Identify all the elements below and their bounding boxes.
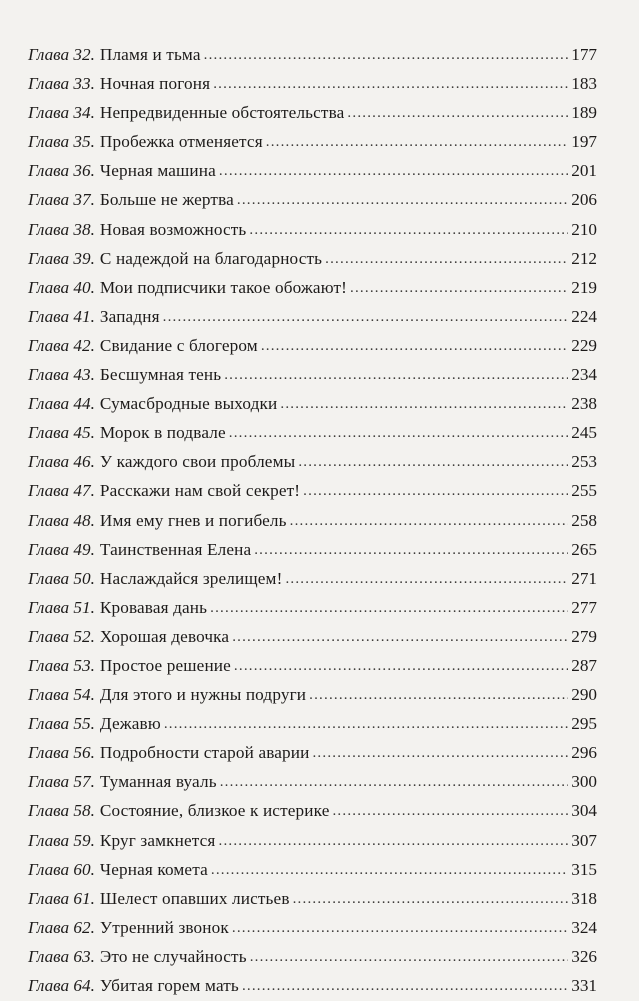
chapter-number: Глава 47. <box>28 481 95 501</box>
chapter-title: Шелест опавших листьев <box>99 888 290 908</box>
page-number: 238 <box>571 394 597 414</box>
chapter-title: Западня <box>99 306 160 326</box>
chapter-number: Глава 57. <box>28 772 95 792</box>
chapter-number: Глава 35. <box>28 132 95 152</box>
chapter-title: Убитая горем мать <box>99 976 239 995</box>
toc-entry <box>28 215 597 244</box>
chapter-number: Глава 54. <box>28 685 95 705</box>
toc-entry <box>28 855 597 884</box>
page-number: 201 <box>571 161 597 181</box>
chapter-number: Глава 64. <box>28 976 95 995</box>
chapter-title: Туманная вуаль <box>99 772 217 792</box>
page-number: 210 <box>571 219 597 239</box>
dot-leader <box>298 448 568 477</box>
dot-leader <box>309 681 568 710</box>
chapter-number: Глава 39. <box>28 248 95 268</box>
toc-entry <box>28 593 597 622</box>
chapter-title: Мои подписчики такое обожают! <box>99 277 348 297</box>
chapter-title: Свидание с блогером <box>99 335 258 355</box>
dot-leader <box>312 739 568 768</box>
toc-entry <box>28 98 597 127</box>
chapter-number: Глава 53. <box>28 655 95 675</box>
dot-leader <box>232 623 568 652</box>
toc-entry <box>28 651 597 680</box>
chapter-number: Глава 56. <box>28 743 95 763</box>
page-number: 324 <box>571 917 597 937</box>
page-number: 287 <box>571 655 597 675</box>
page-number: 212 <box>571 248 597 268</box>
chapter-title: Черная комета <box>99 859 208 879</box>
dot-leader <box>242 972 568 1001</box>
chapter-title: Утренний звонок <box>99 917 229 937</box>
chapter-number: Глава 55. <box>28 714 95 734</box>
chapter-number: Глава 34. <box>28 103 95 123</box>
chapter-title: Наслаждайся зрелищем! <box>99 568 283 588</box>
chapter-number: Глава 63. <box>28 946 95 966</box>
page-number: 258 <box>571 510 597 530</box>
toc-entry <box>28 273 597 302</box>
chapter-title: У каждого свои проблемы <box>99 452 296 472</box>
chapter-number: Глава 52. <box>28 626 95 646</box>
dot-leader <box>350 274 568 303</box>
toc-entry <box>28 913 597 942</box>
toc-entry <box>28 156 597 185</box>
chapter-title: Новая возможность <box>99 219 247 239</box>
dot-leader <box>219 157 568 186</box>
dot-leader <box>229 419 568 448</box>
chapter-title: Пробежка отменяется <box>99 132 263 152</box>
dot-leader <box>224 361 568 390</box>
toc-entry <box>28 884 597 913</box>
page-number: 295 <box>571 714 597 734</box>
chapter-title: Черная машина <box>99 161 216 181</box>
toc-entry <box>28 971 597 1000</box>
dot-leader <box>232 914 568 943</box>
page-number: 290 <box>571 685 597 705</box>
chapter-title: Сумасбродные выходки <box>99 394 278 414</box>
toc-entry <box>28 738 597 767</box>
page-number: 234 <box>571 365 597 385</box>
dot-leader <box>325 245 568 274</box>
chapter-number: Глава 37. <box>28 190 95 210</box>
dot-leader <box>347 99 568 128</box>
page-number: 253 <box>571 452 597 472</box>
toc-entry <box>28 796 597 825</box>
chapter-number: Глава 32. <box>28 45 95 64</box>
chapter-title: Для этого и нужны подруги <box>99 685 307 705</box>
dot-leader <box>303 477 568 506</box>
toc-entry <box>28 331 597 360</box>
table-of-contents <box>28 40 597 1000</box>
dot-leader <box>285 565 568 594</box>
dot-leader <box>234 652 568 681</box>
page-number: 265 <box>571 539 597 559</box>
chapter-number: Глава 44. <box>28 394 95 414</box>
chapter-title: Бесшумная тень <box>99 365 222 385</box>
dot-leader <box>204 41 568 70</box>
chapter-number: Глава 45. <box>28 423 95 443</box>
dot-leader <box>254 536 568 565</box>
toc-entry <box>28 564 597 593</box>
dot-leader <box>163 303 568 332</box>
page-number: 279 <box>571 626 597 646</box>
page-number: 318 <box>571 888 597 908</box>
dot-leader <box>210 594 568 623</box>
chapter-number: Глава 49. <box>28 539 95 559</box>
page-number: 206 <box>571 190 597 210</box>
chapter-title: Простое решение <box>99 655 231 675</box>
toc-entry <box>28 360 597 389</box>
chapter-number: Глава 36. <box>28 161 95 181</box>
page-number: 304 <box>571 801 597 821</box>
chapter-title: С надеждой на благодарность <box>99 248 323 268</box>
dot-leader <box>261 332 568 361</box>
dot-leader <box>290 507 568 536</box>
chapter-number: Глава 51. <box>28 597 95 617</box>
chapter-title: Состояние, близкое к истерике <box>99 801 330 821</box>
page-number: 224 <box>571 306 597 326</box>
dot-leader <box>332 797 568 826</box>
page-number: 245 <box>571 423 597 443</box>
page-number: 271 <box>571 568 597 588</box>
dot-leader <box>266 128 568 157</box>
chapter-number: Глава 58. <box>28 801 95 821</box>
chapter-number: Глава 40. <box>28 277 95 297</box>
chapter-title: Кровавая дань <box>99 597 208 617</box>
chapter-title: Подробности старой аварии <box>99 743 310 763</box>
dot-leader <box>280 390 568 419</box>
page-number: 189 <box>571 103 597 123</box>
chapter-number: Глава 46. <box>28 452 95 472</box>
toc-entry <box>28 418 597 447</box>
chapter-number: Глава 60. <box>28 859 95 879</box>
chapter-title: Ночная погоня <box>99 74 211 94</box>
chapter-title: Расскажи нам свой секрет! <box>99 481 301 501</box>
chapter-title: Таинственная Елена <box>99 539 252 559</box>
chapter-title: Больше не жертва <box>99 190 234 210</box>
page-number: 277 <box>571 597 597 617</box>
chapter-title: Имя ему гнев и погибель <box>99 510 287 530</box>
toc-entry <box>28 826 597 855</box>
toc-entry <box>28 244 597 273</box>
toc-entry <box>28 535 597 564</box>
page-number: 300 <box>571 772 597 792</box>
toc-entry <box>28 767 597 796</box>
chapter-title: Круг замкнется <box>99 830 216 850</box>
toc-entry <box>28 622 597 651</box>
toc-entry <box>28 69 597 98</box>
toc-entry <box>28 389 597 418</box>
dot-leader <box>249 216 568 245</box>
toc-entry <box>28 185 597 214</box>
chapter-number: Глава 43. <box>28 365 95 385</box>
chapter-number: Глава 59. <box>28 830 95 850</box>
page-number: 229 <box>571 335 597 355</box>
chapter-title: Непредвиденные обстоятельства <box>99 103 345 123</box>
toc-entry <box>28 709 597 738</box>
chapter-number: Глава 50. <box>28 568 95 588</box>
dot-leader <box>293 885 568 914</box>
chapter-number: Глава 41. <box>28 306 95 326</box>
toc-entry <box>28 127 597 156</box>
toc-entry <box>28 506 597 535</box>
dot-leader <box>219 827 569 856</box>
dot-leader <box>220 768 568 797</box>
chapter-title: Хорошая девочка <box>99 626 230 646</box>
dot-leader <box>164 710 568 739</box>
chapter-number: Глава 38. <box>28 219 95 239</box>
page-number: 326 <box>571 946 597 966</box>
page-number: 307 <box>571 830 597 850</box>
dot-leader <box>250 943 568 972</box>
page-number: 315 <box>571 859 597 879</box>
toc-entry <box>28 302 597 331</box>
page-number: 197 <box>571 132 597 152</box>
page-number: 183 <box>571 74 597 94</box>
page-number: 331 <box>571 976 597 995</box>
toc-entry <box>28 476 597 505</box>
chapter-number: Глава 61. <box>28 888 95 908</box>
toc-entry <box>28 447 597 476</box>
chapter-title: Это не случайность <box>99 946 247 966</box>
dot-leader <box>213 70 568 99</box>
chapter-number: Глава 62. <box>28 917 95 937</box>
dot-leader <box>211 856 568 885</box>
chapter-title: Пламя и тьма <box>99 45 201 64</box>
chapter-title: Морок в подвале <box>99 423 226 443</box>
page-number: 255 <box>571 481 597 501</box>
page-number: 296 <box>571 743 597 763</box>
page-number: 219 <box>571 277 597 297</box>
toc-entry <box>28 942 597 971</box>
toc-entry <box>28 680 597 709</box>
page-number: 177 <box>571 45 597 64</box>
chapter-number: Глава 33. <box>28 74 95 94</box>
chapter-number: Глава 42. <box>28 335 95 355</box>
chapter-title: Дежавю <box>99 714 161 734</box>
toc-entry <box>28 40 597 69</box>
dot-leader <box>237 186 568 215</box>
chapter-number: Глава 48. <box>28 510 95 530</box>
